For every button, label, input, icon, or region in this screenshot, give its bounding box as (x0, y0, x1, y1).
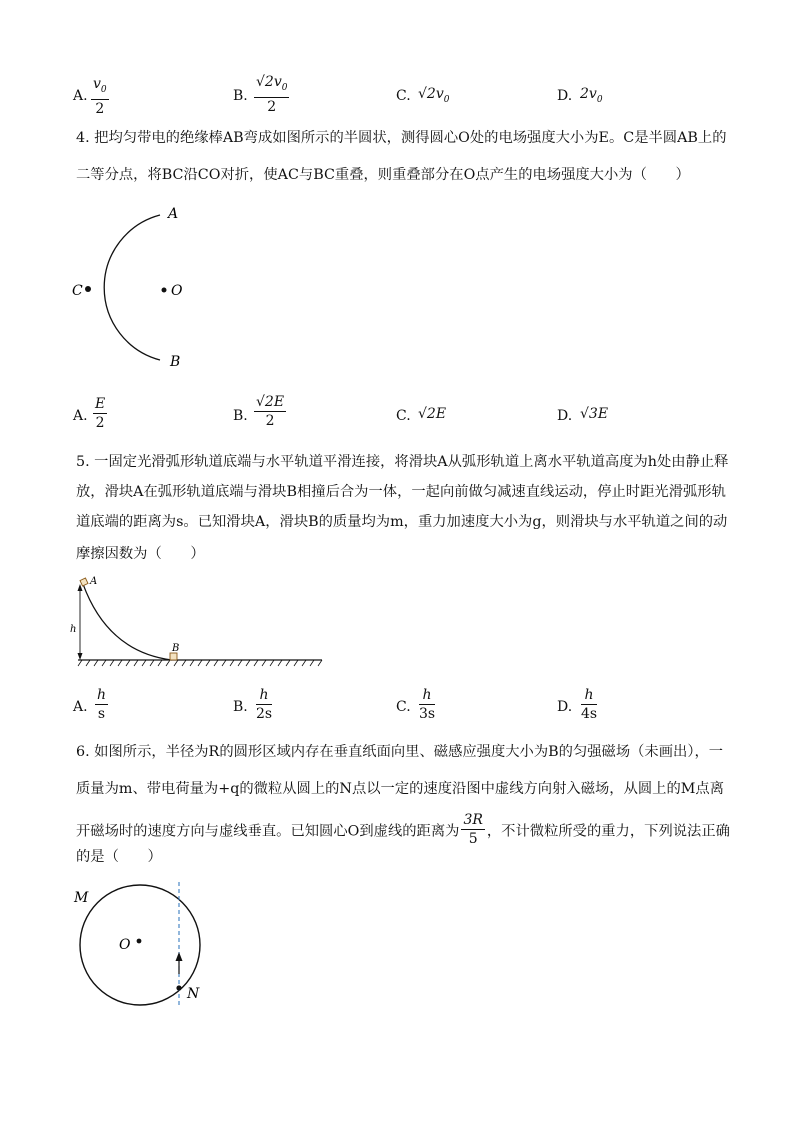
q5-stem-line1: 5. 一固定光滑弧形轨道底端与水平轨道平滑连接，将滑块A从弧形轨道上离水平轨道高度为h处由静止释 (76, 454, 729, 470)
q6-line3-part2: ，不计微粒所受的重力，下列说法正确 (486, 823, 730, 840)
q5-option-c-fraction: h 3s (419, 687, 436, 722)
q3-option-c-value: $√2v_0$ (418, 86, 450, 105)
q5-track-figure (68, 574, 328, 674)
q4-option-d-letter: D. (557, 408, 573, 424)
q6-magnetic-field-figure (66, 878, 226, 1018)
label-h: h (70, 624, 77, 635)
q4-option-b-fraction: √2E 2 (256, 394, 285, 429)
q4-option-a-fraction: E 2 (95, 396, 106, 431)
label-a: A (168, 206, 179, 222)
label-o: O (119, 937, 131, 953)
semicircle-arc (104, 215, 160, 360)
q6-stem-line3 (76, 814, 730, 849)
q5-option-d-letter: D. (557, 699, 573, 715)
height-arrow-down-head (78, 653, 83, 660)
field-circle (80, 885, 200, 1005)
q5-option-d-fraction: h 4s (581, 687, 598, 722)
label-b: B (170, 354, 181, 370)
point-n-dot (176, 985, 181, 990)
q3-option-c-letter: C. (396, 88, 411, 104)
q5-option-c-letter: C. (396, 699, 411, 715)
q3-option-d-letter: D. (557, 88, 573, 104)
q3-option-a-fraction: $v_0$ 2 (93, 76, 107, 117)
q5-option-b-fraction: h 2s (256, 687, 273, 722)
ground-hatching (78, 660, 322, 666)
point-c-dot (85, 286, 91, 292)
q4-option-c-value: √2E (418, 406, 447, 422)
q4-stem-line2: 二等分点，将BC沿CO对折，使AC与BC重叠，则重叠部分在O点产生的电场强度大小为（ ） (76, 167, 690, 183)
q4-semicircle-figure (60, 200, 260, 370)
label-o: O (171, 283, 183, 299)
q5-option-b-letter: B. (233, 699, 248, 715)
q5-option-a-fraction: h s (97, 687, 107, 722)
label-b: B (172, 643, 180, 654)
velocity-arrow-head (176, 952, 183, 961)
q6-stem-line2: 质量为m、带电荷量为+q的微粒从圆上的N点以一定的速度沿图中虚线方向射入磁场，从圆上的M点离 (76, 781, 725, 797)
block-a (80, 578, 88, 586)
label-c: C (72, 283, 83, 299)
q3-option-b-letter: B. (233, 88, 248, 104)
point-o-dot (137, 939, 142, 944)
q4-stem-line1: 4. 把均匀带电的绝缘棒AB弯成如图所示的半圆状，测得圆心O处的电场强度大小为E。C是半圆AB上的 (76, 130, 727, 146)
q5-stem-line2: 放，滑块A在弧形轨道底端与滑块B相撞后合为一体，一起向前做匀减速直线运动，停止时距光滑弧形轨 (76, 484, 726, 500)
point-o-dot (162, 288, 167, 293)
q6-stem-line4: 的是（ ） (76, 849, 162, 865)
q6-line3-part1: 开磁场时的速度方向与虚线垂直。已知圆心O到虚线的距离为 (76, 823, 460, 840)
label-n: N (187, 986, 200, 1002)
q6-stem-line1: 6. 如图所示，半径为R的圆形区域内存在垂直纸面向里、磁感应强度大小为B的匀强磁场（未画出），一 (76, 744, 724, 760)
q3-option-b-fraction: $√2v_0$ 2 (256, 74, 288, 115)
q3-option-a-letter: A. (73, 88, 88, 104)
q5-stem-line4: 摩擦因数为（ ） (76, 546, 205, 562)
q4-option-d-value: √3E (580, 406, 609, 422)
q6-distance-fraction: $\frac{3R}{5}$ (463, 812, 483, 847)
q5-option-a-letter: A. (73, 699, 88, 715)
q4-option-c-letter: C. (396, 408, 411, 424)
q4-option-b-letter: B. (233, 408, 248, 424)
label-a: A (90, 576, 98, 587)
q4-option-a-letter: A. (73, 408, 88, 424)
block-b (170, 653, 177, 660)
q3-option-d-value: $2v_0$ (580, 86, 603, 105)
curved-track (83, 584, 172, 660)
label-m: M (74, 890, 89, 906)
q5-stem-line3: 道底端的距离为s。已知滑块A，滑块B的质量均为m，重力加速度大小为g，则滑块与水平轨道之间的动 (76, 514, 728, 530)
